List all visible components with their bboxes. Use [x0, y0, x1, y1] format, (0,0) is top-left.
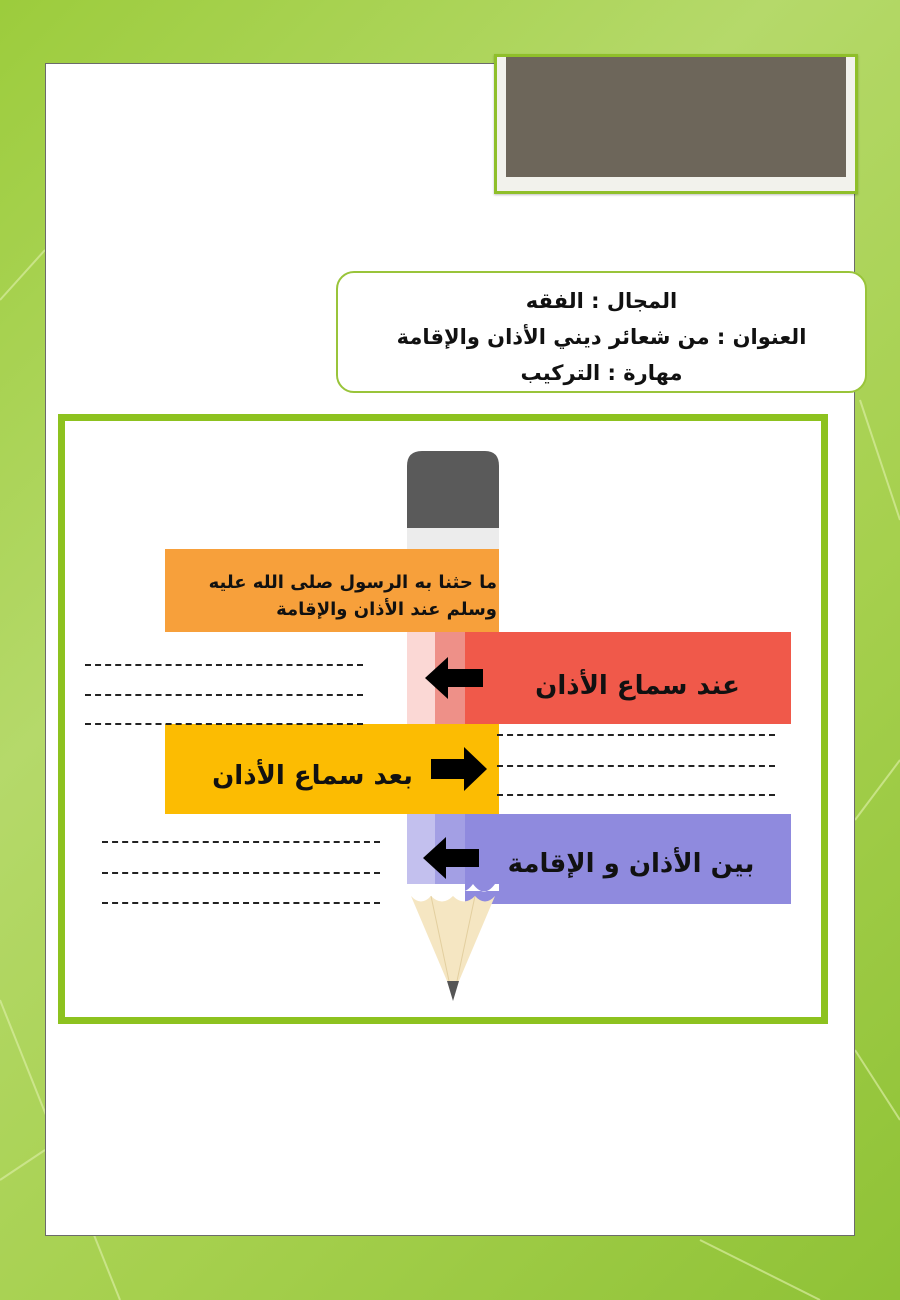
- lesson-title: العنوان : من شعائر ديني الأذان والإقامة: [396, 325, 807, 349]
- pencil-eraser: [407, 451, 499, 528]
- answer-line[interactable]: [497, 734, 775, 736]
- answer-line[interactable]: [497, 794, 775, 796]
- pencil-tip: [411, 896, 495, 981]
- photo-frame: [494, 54, 858, 194]
- answer-line[interactable]: [497, 765, 775, 767]
- item-label-3: بين الأذان و الإقامة: [507, 849, 755, 879]
- photo-placeholder: [506, 57, 846, 177]
- lesson-info-box: [336, 271, 867, 393]
- activity-frame: [58, 414, 828, 1024]
- answer-line[interactable]: [85, 664, 363, 666]
- item-label-1: عند سماع الأذان: [535, 671, 740, 701]
- answer-line[interactable]: [102, 902, 380, 904]
- answer-line[interactable]: [102, 841, 380, 843]
- answer-line[interactable]: [85, 694, 363, 696]
- answer-line[interactable]: [102, 872, 380, 874]
- answer-line[interactable]: [85, 723, 363, 725]
- pencil-lead: [447, 981, 459, 1001]
- item-label-2: بعد سماع الأذان: [212, 761, 413, 791]
- note-text: ما حثنا به الرسول صلى الله عليه وسلم عند الأذان والإقامة: [208, 572, 497, 620]
- pencil-graphic: [65, 421, 835, 1031]
- domain-label: المجال : الفقه: [525, 289, 678, 313]
- skill-label: مهارة : التركيب: [520, 361, 683, 385]
